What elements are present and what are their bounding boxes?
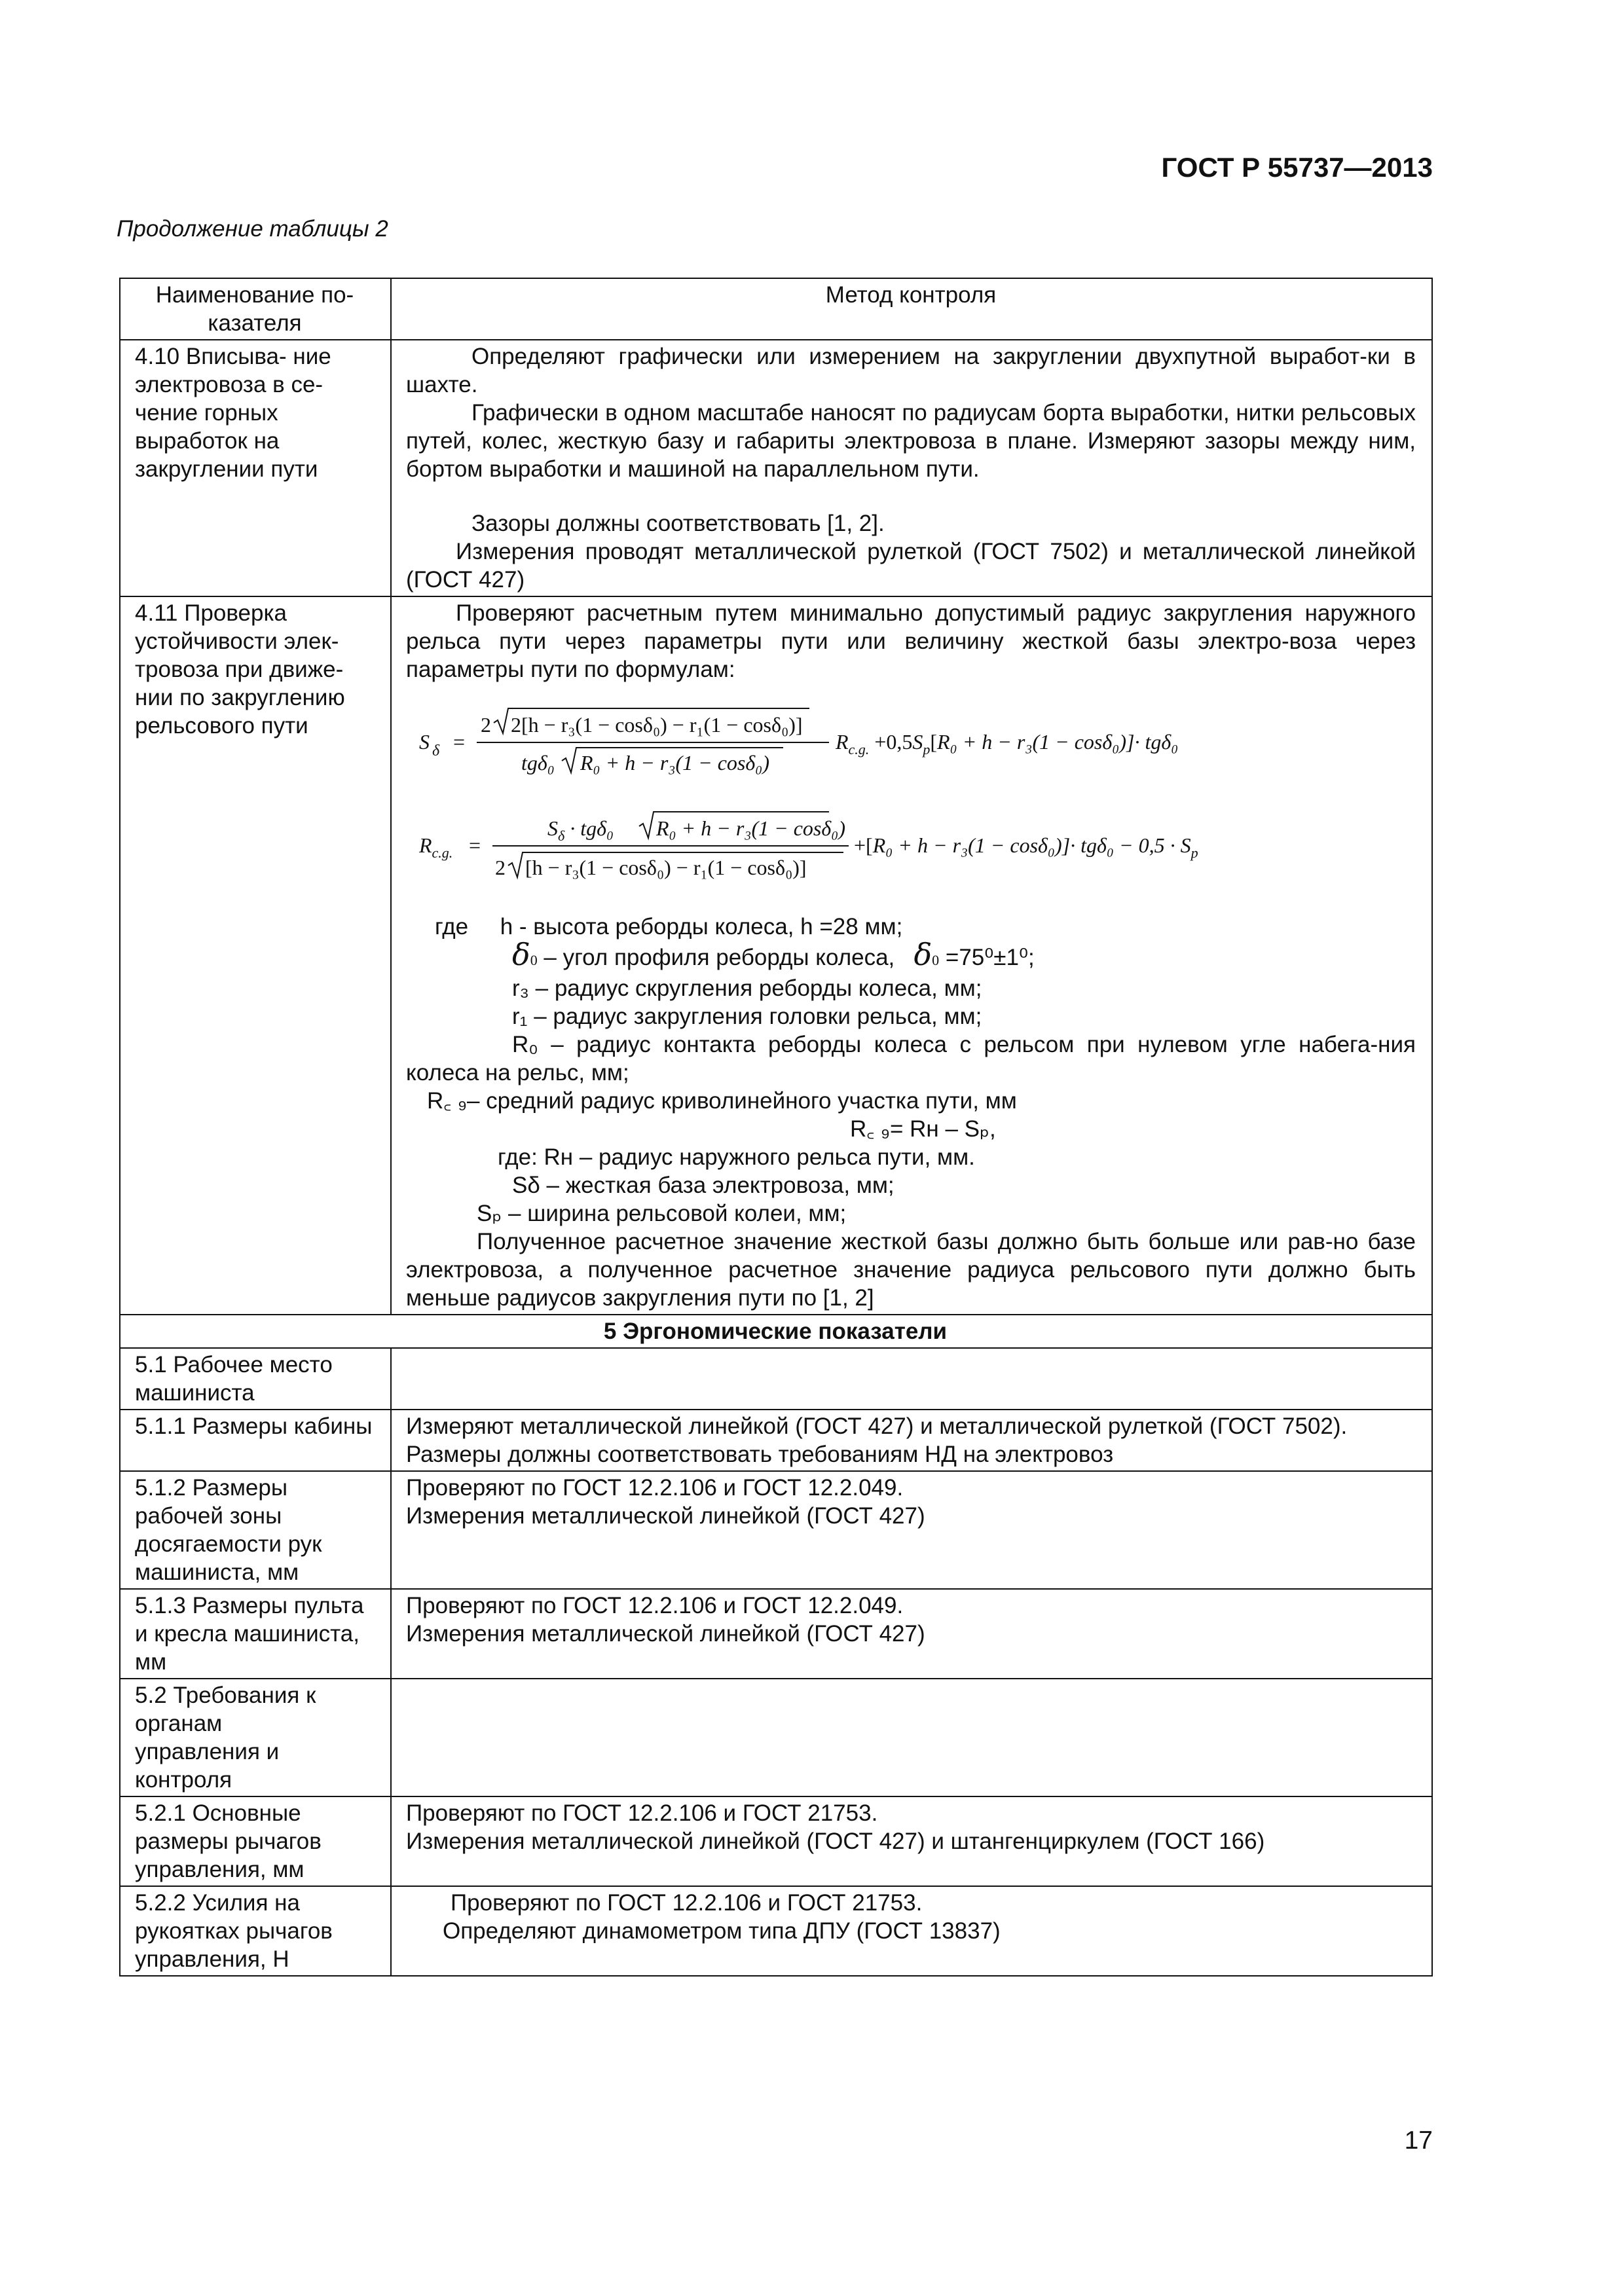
method-paragraph: Определяют графически или измерением на закруглении двухпутной выработ-ки в шахте. <box>406 344 1416 397</box>
method-paragraph: Измерения проводят металлической рулеткой (ГОСТ 7502) и металлической линейкой (ГОСТ 427) <box>406 539 1416 592</box>
table-row <box>120 1410 1432 1471</box>
table-header-row <box>120 278 1432 340</box>
document-code: ГОСТ Р 55737—2013 <box>1161 152 1433 183</box>
method-line: Проверяют по ГОСТ 12.2.106 и ГОСТ 21753. <box>406 1800 878 1826</box>
section-row <box>120 1315 1432 1348</box>
symbol-definitions <box>406 913 1416 1312</box>
indicator-cell: 4.10 Вписыва- ние электровоза в се-чение горных выработок на закруглении пути <box>120 340 391 596</box>
method-cell <box>391 1796 1432 1886</box>
svg-text:δ: δ <box>432 742 440 759</box>
definition-line: где h - высота реборды колеса, h =28 мм; <box>435 914 903 939</box>
method-cell <box>391 1348 1432 1410</box>
svg-text:Rc.g.: $R_{c.g.}$ <box>419 833 453 861</box>
indicator-cell: 5.2.1 Основные размеры рычагов управления, мм <box>120 1796 391 1886</box>
table-row <box>120 1348 1432 1410</box>
svg-text:2: 2 <box>495 856 506 879</box>
method-line: Измерения металлической линейкой (ГОСТ 427) <box>406 1503 925 1529</box>
method-paragraph: Проверяют расчетным путем минимально допустимый радиус закругления наружного рельса пути через параметры пути или величину жесткой базы электро-воза через параметры пути по формулам: <box>406 600 1416 682</box>
method-paragraph: Зазоры должны соответствовать [1, 2]. <box>471 511 885 536</box>
svg-text:=: = <box>453 730 466 754</box>
svg-text:R₀ + h − r₃(1 − cosδ₀): R₀ + h − r₃(1 − cosδ₀) <box>656 816 845 840</box>
definition-line: Полученное расчетное значение жесткой базы должно быть больше или рав-но базе электровоза, а полученное расчетное значение радиуса рельсового пути должно быть меньше радиусов закругления пути по [1, 2] <box>406 1229 1416 1311</box>
indicator-cell: 5.1 Рабочее место машиниста <box>120 1348 391 1410</box>
indicator-cell: 5.1.3 Размеры пульта и кресла машиниста, мм <box>120 1589 391 1679</box>
svg-text:Rc.g. +0,5Sp[R₀ + h − r₃(1 − c: $R_{c.g.} +0,5S_p[R_0 + h - r_3(1 - \cos\delta_0)]\cdot tg\delta_0$ <box>836 730 1179 757</box>
svg-text:[h − r₃(1 − cosδ₀) − r₁(1 − co: [h − r₃(1 − cosδ₀) − r₁(1 − cosδ₀)] <box>525 856 807 879</box>
indicator-cell: 4.11 Проверка устойчивости элек-тровоза при движе-нии по закруглению рельсового пути <box>120 596 391 1315</box>
table-row <box>120 1589 1432 1679</box>
method-line: Измеряют металлической линейкой (ГОСТ 427) и металлической рулеткой (ГОСТ 7502). <box>406 1413 1348 1439</box>
method-cell <box>391 1410 1432 1471</box>
definition-line: r₃ – радиус скругления реборды колеса, мм; <box>512 975 982 1001</box>
indicator-cell: 5.1.1 Размеры кабины <box>120 1410 391 1471</box>
definition-line: r₁ – радиус закругления головки рельса, мм; <box>512 1004 982 1029</box>
definition-line: δ0 – угол профиля реборды колеса, δ0 =75⁰±1⁰; <box>512 937 1035 972</box>
svg-text:tgδ₀: tgδ₀ <box>521 751 555 774</box>
formula-curve-radius <box>416 804 1416 922</box>
svg-text:=: = <box>469 833 481 857</box>
method-paragraph: Графически в одном масштабе наносят по радиусам борта выработки, нитки рельсовых путей, колес, жесткую базу и габариты электровоза в плане. Измеряют зазоры между ним, бортом выработки и машиной на параллельном пути. <box>406 400 1416 482</box>
table-caption: Продолжение таблицы 2 <box>117 216 388 242</box>
definition-line: Sₚ – ширина рельсовой колеи, мм; <box>477 1201 847 1226</box>
method-line: Проверяют по ГОСТ 12.2.106 и ГОСТ 21753. <box>451 1890 923 1916</box>
table-row <box>120 596 1432 1315</box>
section-title: 5 Эргономические показатели <box>120 1315 1432 1348</box>
definition-line: R₀ – радиус контакта реборды колеса с рельсом при нулевом угле набега-ния колеса на рельс, мм; <box>406 1032 1416 1085</box>
svg-text:R₀ + h − r₃(1 − cosδ₀): R₀ + h − r₃(1 − cosδ₀) <box>580 751 769 774</box>
definition-line: Sδ – жесткая база электровоза, мм; <box>512 1173 895 1198</box>
method-line: Размеры должны соответствовать требованиям НД на электровоз <box>406 1442 1114 1467</box>
column-header-method: Метод контроля <box>391 278 1432 340</box>
table-row <box>120 340 1432 596</box>
method-line: Проверяют по ГОСТ 12.2.106 и ГОСТ 12.2.049. <box>406 1475 904 1501</box>
method-line: Измерения металлической линейкой (ГОСТ 427) и штангенциркулем (ГОСТ 166) <box>406 1829 1265 1854</box>
svg-text:2: 2 <box>481 713 491 737</box>
table-row <box>120 1679 1432 1796</box>
method-cell <box>391 1471 1432 1589</box>
method-cell <box>391 340 1432 596</box>
method-cell <box>391 1679 1432 1796</box>
svg-text:2[h − r₃(1 − cosδ₀) − r₁(1 − c: 2[h − r₃(1 − cosδ₀) − r₁(1 − cosδ₀)] <box>511 713 803 737</box>
method-line: Проверяют по ГОСТ 12.2.106 и ГОСТ 12.2.049. <box>406 1593 904 1618</box>
indicator-cell: 5.2.2 Усилия на рукоятках рычагов управления, Н <box>120 1886 391 1976</box>
page-number: 17 <box>1404 2126 1433 2155</box>
definition-line: где: Rн – радиус наружного рельса пути, мм. <box>498 1144 975 1170</box>
method-line: Измерения металлической линейкой (ГОСТ 427) <box>406 1621 925 1647</box>
method-cell <box>391 596 1432 1315</box>
definition-line: R꜀ ₉– средний радиус криволинейного участка пути, мм <box>427 1088 1017 1114</box>
indicator-cell: 5.2 Требования к органам управления и контроля <box>120 1679 391 1796</box>
method-table <box>119 278 1433 1977</box>
definition-line: R꜀ ₉= Rн – Sₚ, <box>850 1116 996 1142</box>
svg-text:S: S <box>419 730 430 754</box>
table-row <box>120 1471 1432 1589</box>
method-cell <box>391 1589 1432 1679</box>
table-row <box>120 1886 1432 1976</box>
svg-text:Sδ · tgδ₀: $S_\delta \cdot tg\delta_0$ <box>547 816 614 844</box>
column-header-indicator: Наименование по-казателя <box>120 278 391 340</box>
method-line: Определяют динамометром типа ДПУ (ГОСТ 13837) <box>443 1918 1001 1944</box>
method-cell <box>391 1886 1432 1976</box>
table-row <box>120 1796 1432 1886</box>
formula-rigid-base <box>416 701 1416 818</box>
indicator-cell: 5.1.2 Размеры рабочей зоны досягаемости рук машиниста, мм <box>120 1471 391 1589</box>
svg-text:+[R₀ + h − r₃(1 − cosδ₀)]· tgδ: $+[R_0 + h - r_3(1 - \cos\delta_0)]\cdot tg\delta_0 - 0,5 \cdot S_p$ <box>854 833 1198 861</box>
